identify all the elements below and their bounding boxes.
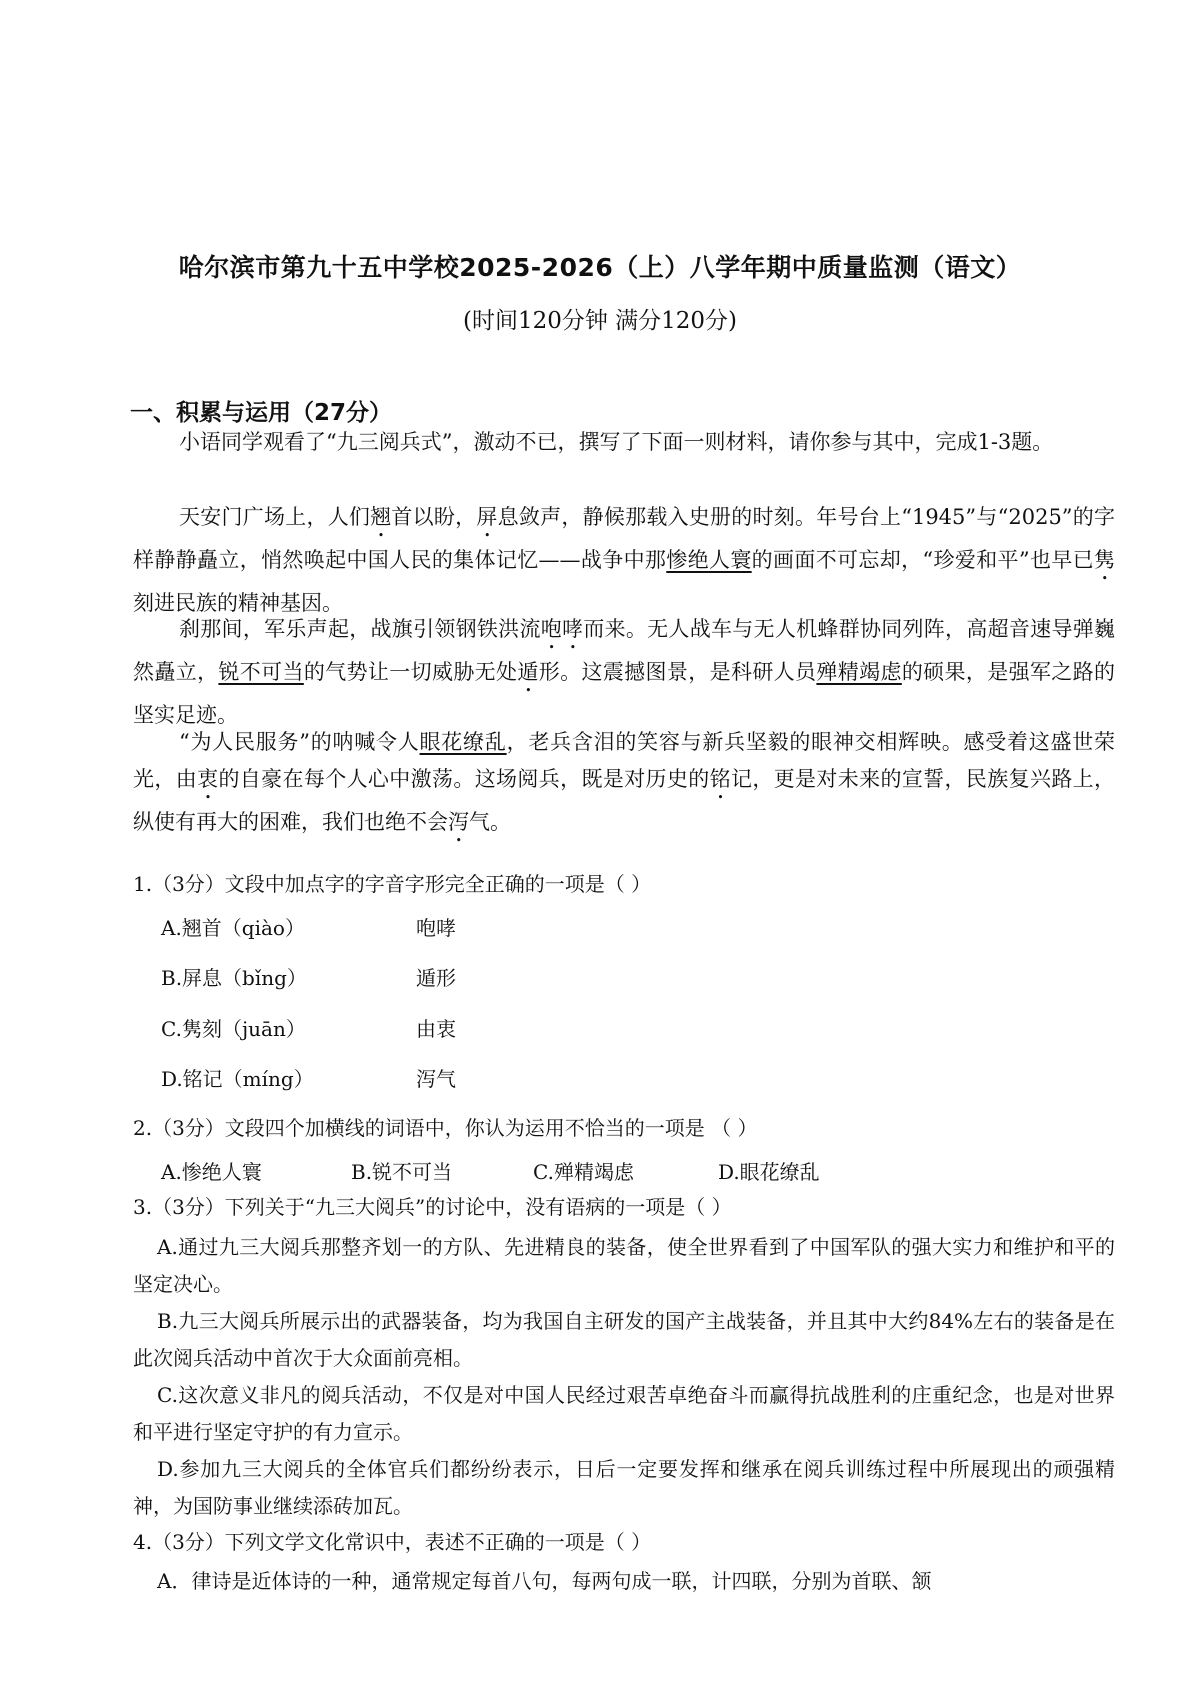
intro-paragraph: 小语同学观看了“九三阅兵式”，激动不已，撰写了下面一则材料，请你参与其中，完成1-3题。 (179, 430, 1054, 454)
question-3-option-b: B.九三大阅兵所展示出的武器装备，均为我国自主研发的国产主战装备，并且其中大约84%左右的装备是在此次阅兵活动中首次于大众面前亮相。 (133, 1309, 1115, 1370)
question-3-option-a: A.通过九三大阅兵那整齐划一的方队、先进精良的装备，使全世界看到了中国军队的强大实力和维护和平的坚定决心。 (133, 1235, 1115, 1296)
question-1-stem: 1.（3分）文段中加点字的字音字形完全正确的一项是（ ） (133, 872, 652, 896)
question-2-option-a: A.惨绝人寰 (161, 1160, 262, 1184)
passage-paragraph-1: 天安门广场上，人们翘首以盼，屏息敛声，静候那载入史册的时刻。年号台上“1945”与“2025”的字样静静矗立，悄然唤起中国人民的集体记忆——战争中那惨绝人寰的画面不可忘却，“珍爱和平”也早已隽刻进民族的精神基因。 (133, 505, 1116, 615)
question-2-option-c: C.殚精竭虑 (533, 1160, 634, 1184)
dotted-char: 衷 (197, 767, 219, 791)
question-1-option-a: A.翘首（qiào） 咆哮 (161, 916, 456, 940)
underlined-phrase: 殚精竭虑 (816, 660, 902, 684)
question-1-option-b: B.屏息（bǐng） 遁形 (161, 966, 456, 990)
question-4-option-a: A．律诗是近体诗的一种，通常规定每首八句，每两句成一联，计四联，分别为首联、颔 (157, 1569, 932, 1593)
question-3-stem: 3.（3分）下列关于“九三大阅兵”的讨论中，没有语病的一项是（ ） (133, 1195, 732, 1219)
dotted-char: 隽 (1094, 548, 1116, 572)
dotted-char: 屏 (476, 505, 498, 529)
passage-paragraph-3: “为人民服务”的呐喊令人眼花缭乱，老兵含泪的笑容与新兵坚毅的眼神交相辉映。感受着这盛世荣光，由衷的自豪在每个人心中激荡。这场阅兵，既是对历史的铭记，更是对未来的宣誓，民族复兴路上，纵使有再大的困难，我们也绝不会泻气。 (133, 730, 1116, 834)
question-1-option-c: C.隽刻（juān） 由衷 (161, 1017, 456, 1041)
question-1-option-d: D.铭记（míng） 泻气 (161, 1067, 456, 1091)
question-3-option-d: D.参加九三大阅兵的全体官兵们都纷纷表示，日后一定要发挥和继承在阅兵训练过程中所展现出的顽强精神，为国防事业继续添砖加瓦。 (133, 1457, 1115, 1518)
question-4-stem: 4.（3分）下列文学文化常识中，表述不正确的一项是（ ） (133, 1530, 652, 1554)
exam-title: 哈尔滨市第九十五中学校2025-2026（上）八学年期中质量监测（语文） (178, 253, 1022, 282)
underlined-phrase: 惨绝人寰 (666, 548, 752, 572)
question-2-stem: 2.（3分）文段四个加横线的词语中，你认为运用不恰当的一项是 （ ） (133, 1116, 758, 1140)
question-2-option-d: D.眼花缭乱 (718, 1160, 820, 1184)
exam-subtitle: (时间120分钟 满分120分) (462, 308, 738, 334)
passage-paragraph-2: 刹那间，军乐声起，战旗引领钢铁洪流咆哮而来。无人战车与无人机蜂群协同列阵，高超音速导弹巍然矗立，锐不可当的气势让一切威胁无处遁形。这震撼图景，是科研人员殚精竭虑的硕果，是强军之路的坚实足迹。 (133, 617, 1116, 727)
underlined-phrase: 眼花缭乱 (419, 730, 507, 754)
dotted-char: 铭 (709, 767, 731, 791)
underlined-phrase: 锐不可当 (218, 660, 304, 684)
question-2-options (161, 1156, 820, 1185)
question-2-option-b: B.锐不可当 (351, 1160, 453, 1184)
dotted-char: 泻 (448, 810, 469, 834)
question-3-option-c: C.这次意义非凡的阅兵活动，不仅是对中国人民经过艰苦卓绝奋斗而赢得抗战胜利的庄重纪念，也是对世界和平进行坚定守护的有力宣示。 (133, 1383, 1115, 1444)
dotted-char: 遁 (517, 660, 539, 684)
dotted-char: 咆哮 (540, 617, 584, 641)
dotted-char: 翘 (370, 505, 392, 529)
section-heading: 一、积累与运用（27分） (130, 400, 393, 426)
